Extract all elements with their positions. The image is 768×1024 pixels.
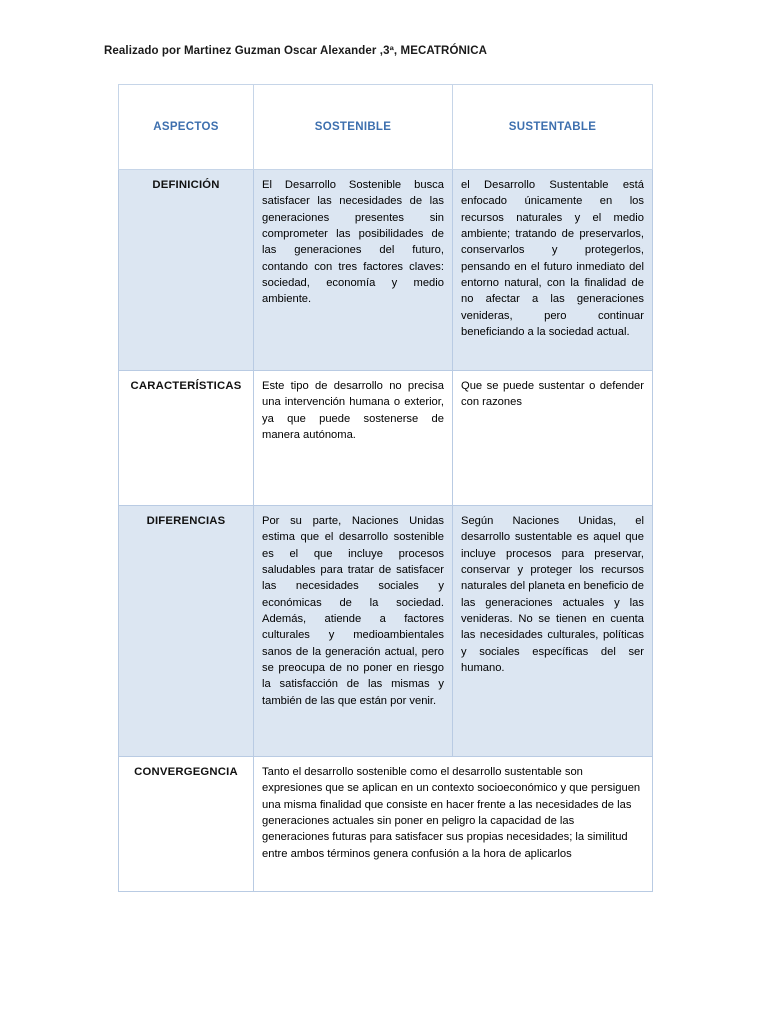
cell-diferencias-sustentable bbox=[453, 506, 653, 757]
cell-caracteristicas-sustentable bbox=[453, 371, 653, 506]
table-row bbox=[119, 371, 653, 506]
cell-text: El Desarrollo Sostenible busca satisfacer las necesidades de las generaciones presentes sin comprometer las posibilidades de las generaciones del futuro, contando con tres factores claves: sociedad, economía y medio ambiente. bbox=[262, 179, 444, 306]
cell-diferencias-sostenible bbox=[254, 506, 453, 757]
table-header-row bbox=[119, 85, 653, 170]
header-label-sostenible: SOSTENIBLE bbox=[314, 120, 392, 133]
cell-definicion-sostenible bbox=[254, 170, 453, 371]
header-cell-sustentable bbox=[453, 85, 653, 170]
aspect-cell-caracteristicas bbox=[119, 371, 254, 506]
table-row bbox=[119, 170, 653, 371]
aspect-cell-convergegncia bbox=[119, 757, 254, 892]
cell-text: el Desarrollo Sustentable está enfocado únicamente en los recursos naturales y el medio ambiente; tratando de preservarlos, conservarlos y protegerlos, pensando en el futuro inmediato del entorno natural, con la finalidad de no afectar a las generaciones venideras, pero continuar beneficiando a la sociedad actual. bbox=[461, 179, 644, 339]
cell-text: Tanto el desarrollo sostenible como el desarrollo sustentable son expresiones que se aplican en un contexto socioeconómico y que persiguen una misma finalidad que consiste en hacer frente a las necesidades de las generaciones actuales sin poner en peligro la capacidad de las generaciones futuras para satisfacer sus propias necesidades; la similitud entre ambos términos genera confusión a la hora de aplicarlos bbox=[262, 766, 641, 860]
header-label-aspectos: ASPECTOS bbox=[153, 120, 219, 133]
cell-text: Que se puede sustentar o defender con razones bbox=[461, 380, 644, 409]
aspect-label: DIFERENCIAS bbox=[146, 515, 226, 527]
author-line: Realizado por Martinez Guzman Oscar Alexander ,3ª, MECATRÓNICA bbox=[104, 45, 488, 57]
header-cell-aspectos bbox=[119, 85, 254, 170]
cell-text: Según Naciones Unidas, el desarrollo sustentable es aquel que incluye procesos para preservar, conservar y proteger los recursos naturales del planeta en beneficio de las generaciones actuales y las venideras. No se tienen en cuenta las necesidades culturales, políticas y sociales específicas del ser humano. bbox=[461, 515, 644, 675]
aspect-cell-definicion bbox=[119, 170, 254, 371]
cell-text: Este tipo de desarrollo no precisa una intervención humana o exterior, ya que puede sostenerse de manera autónoma. bbox=[262, 380, 444, 442]
cell-caracteristicas-sostenible bbox=[254, 371, 453, 506]
cell-convergegncia-merged bbox=[254, 757, 653, 892]
aspect-label: DEFINICIÓN bbox=[152, 179, 220, 191]
table-row bbox=[119, 506, 653, 757]
aspect-label: CARACTERÍSTICAS bbox=[130, 380, 242, 392]
cell-definicion-sustentable bbox=[453, 170, 653, 371]
header-label-sustentable: SUSTENTABLE bbox=[508, 120, 597, 133]
comparison-table bbox=[118, 84, 653, 892]
aspect-cell-diferencias bbox=[119, 506, 254, 757]
header-cell-sostenible bbox=[254, 85, 453, 170]
aspect-label: CONVERGEGNCIA bbox=[134, 766, 238, 778]
cell-text: Por su parte, Naciones Unidas estima que el desarrollo sostenible es el que incluye procesos saludables para tratar de satisfacer las necesidades sociales y económicas de la sociedad. Además, atiende a factores culturales y medioambientales sanos de la generación actual, pero se preocupa de no poner en riesgo la satisfacción de las mismas y también de las que están por venir. bbox=[262, 515, 444, 707]
table-row bbox=[119, 757, 653, 892]
